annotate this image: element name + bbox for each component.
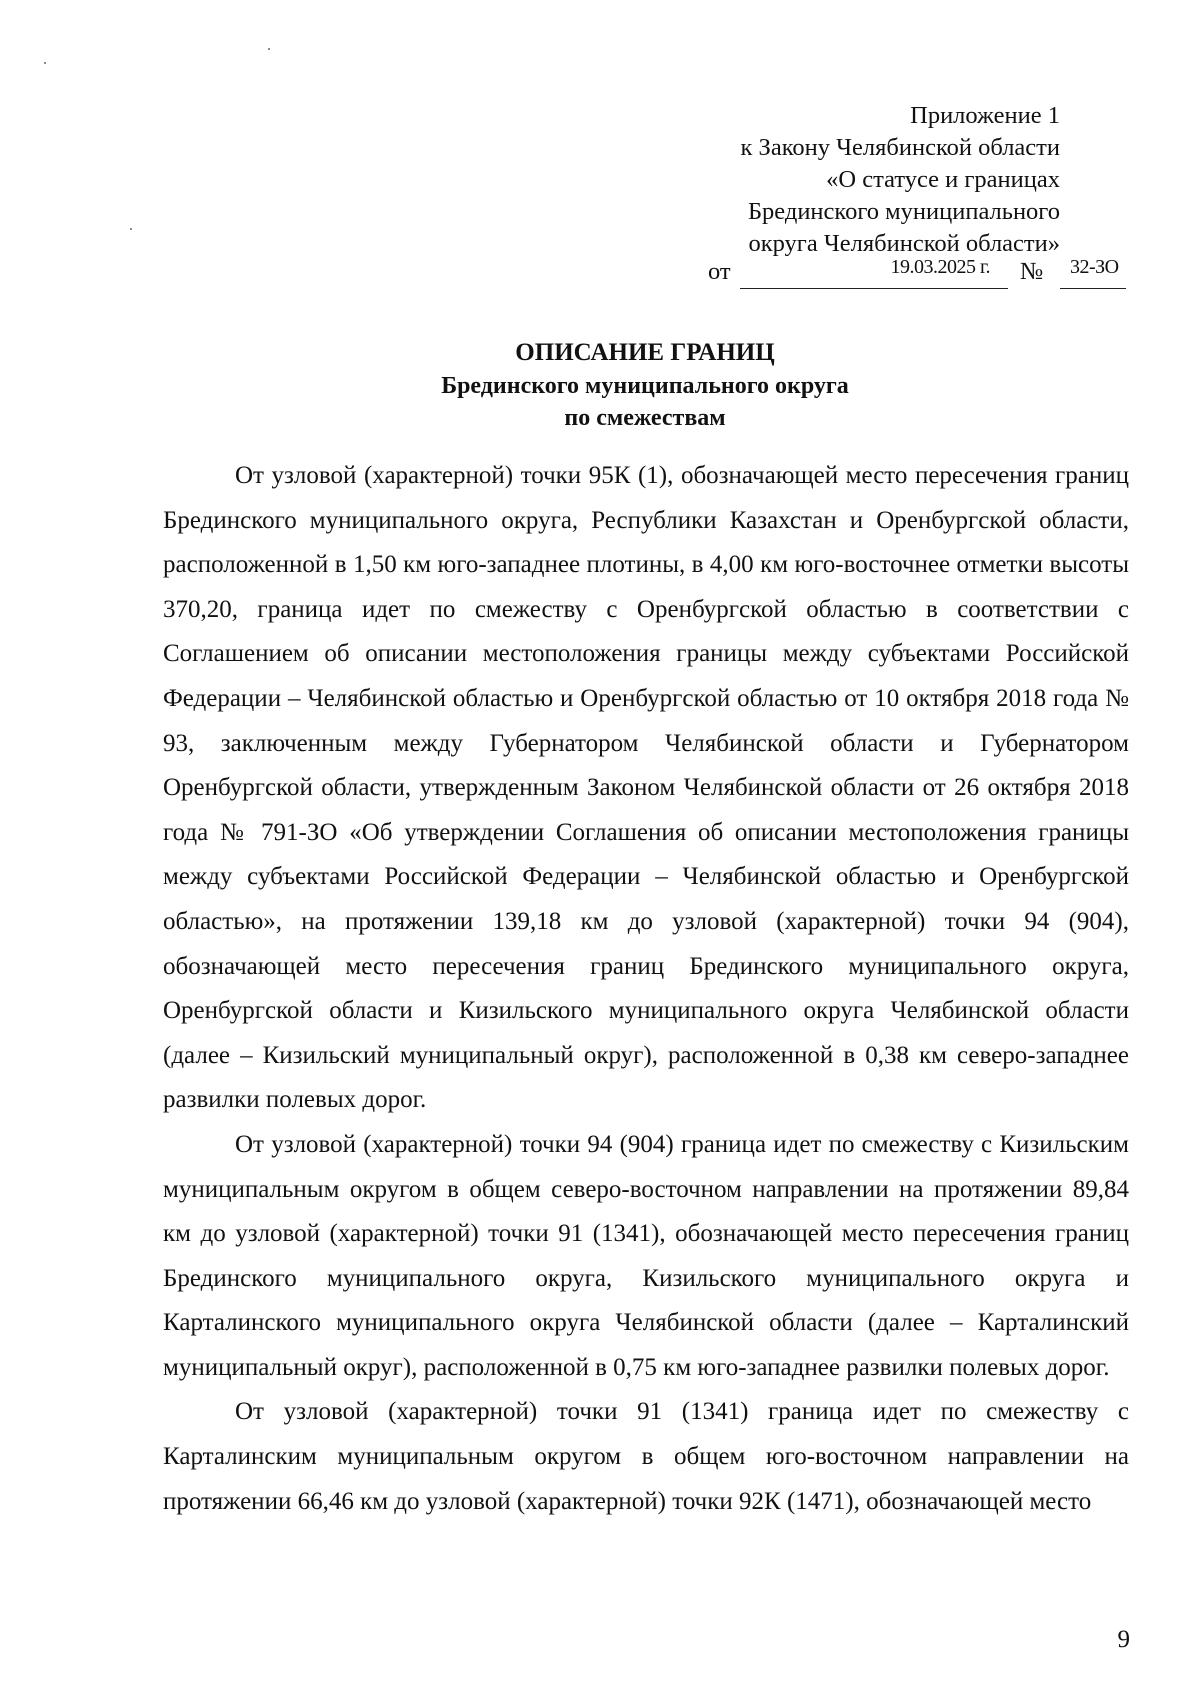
appendix-header — [741, 100, 1060, 260]
document-subtitle-2: по смежествам — [564, 405, 726, 431]
document-title: ОПИСАНИЕ ГРАНИЦ — [515, 339, 775, 366]
law-number: 32-ЗО — [1070, 256, 1119, 278]
date-prefix: от — [708, 258, 731, 285]
number-sign: № — [1020, 258, 1044, 285]
appendix-line-4: Брединского муниципального — [747, 198, 1060, 225]
date-number-line — [708, 258, 1128, 290]
body-text — [163, 454, 1129, 1524]
scan-speck — [130, 228, 132, 230]
document-subtitle: Брединского муниципального округа — [441, 373, 849, 399]
paragraph: От узловой (характерной) точки 95К (1), обозначающей место пересечения границ Брединского муниципального округа, Республики Казахстан и Оренбургской области, расположенной в 1,50 км юго-западнее плотины, в 4,00 км юго-восточнее отметки высоты 370,20, граница идет по смежеству с Оренбургской областью в соответствии с Соглашением об описании местоположения границы между субъектами Российской Федерации – Челябинской областью и Оренбургской областью от 10 октября 2018 года № 93, заключенным между Губернатором Челябинской области и Губернатором Оренбургской области, утвержденным Законом Челябинской области от 26 октября 2018 года № 791-ЗО «Об утверждении Соглашения об описании местоположения границы между субъектами Российской Федерации – Челябинской областью и Оренбургской областью», на протяжении 139,18 км до узловой (характерной) точки 94 (904), обозначающей место пересечения границ Брединского муниципального округа, Оренбургской области и Кизильского муниципального округа Челябинской области (далее – Кизильский муниципальный округ), расположенной в 0,38 км северо-западнее развилки полевых дорог. — [163, 462, 1129, 1114]
scan-speck — [44, 62, 46, 64]
scan-speck — [268, 48, 270, 50]
date-value: 19.03.2025 г. — [890, 256, 990, 278]
date-underline — [740, 258, 1008, 289]
paragraph: От узловой (характерной) точки 94 (904) граница идет по смежеству с Кизильским муниципальным округом в общем северо-восточном направлении на протяжении 89,84 км до узловой (характерной) точки 91 (1341), обозначающей место пересечения границ Брединского муниципального округа, Кизильского муниципального округа и Карталинского муниципального округа Челябинской области (далее – Карталинский муниципальный округ), расположенной в 0,75 км юго-западнее развилки полевых дорог. — [163, 1130, 1129, 1381]
appendix-line-1: Приложение 1 — [910, 102, 1060, 129]
paragraph: От узловой (характерной) точки 91 (1341) граница идет по смежеству с Карталинским муниципальным округом в общем юго-восточном направлении на протяжении 66,46 км до узловой (характерной) точки 92К (1471), обозначающей место — [163, 1398, 1129, 1515]
number-underline — [1060, 258, 1126, 289]
appendix-line-3: «О статусе и границах — [826, 166, 1060, 193]
page-number: 9 — [1117, 1626, 1130, 1653]
appendix-line-5: округа Челябинской области» — [748, 230, 1060, 257]
appendix-line-2: к Закону Челябинской области — [740, 134, 1060, 161]
